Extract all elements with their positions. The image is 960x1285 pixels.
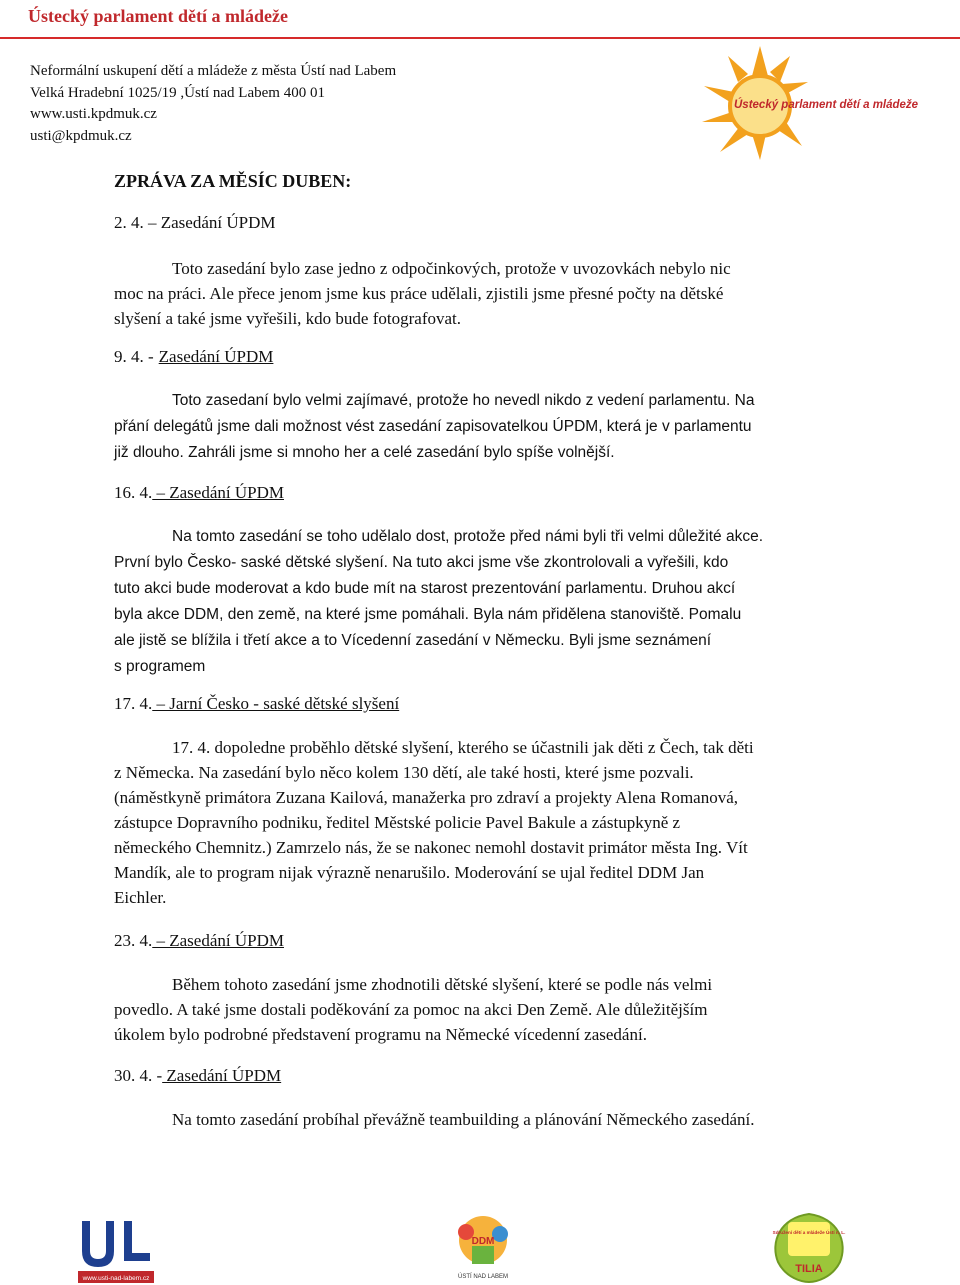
section-heading bbox=[114, 213, 275, 233]
section-text-line: zástupce Dopravního podniku, ředitel Městské policie Pavel Bakule a zástupkyně z bbox=[114, 813, 681, 832]
section-heading bbox=[114, 694, 399, 714]
section-title: – Zasedání ÚPDM bbox=[152, 483, 284, 502]
section-text-line: Toto zasedaní bylo velmi zajímavé, protože ho nevedl nikdo z vedení parlamentu. Na bbox=[172, 392, 755, 409]
section-date: 9. 4. - bbox=[114, 347, 154, 366]
section-title: – Jarní Česko - saské dětské slyšení bbox=[152, 694, 400, 713]
section-text-line: Na tomto zasedání se toho udělalo dost, protože před námi byli tři velmi důležité akce. bbox=[172, 528, 764, 545]
section-body bbox=[114, 972, 854, 1047]
section-text-line: (náměstkyně primátora Zuzana Kailová, manažerka pro zdraví a projekty Alena Romanová, bbox=[114, 788, 739, 807]
section-body bbox=[114, 256, 854, 331]
org-line-name: Neformální uskupení dětí a mládeže z města Ústí nad Labem bbox=[30, 63, 397, 79]
section-text-line: První bylo Česko- saské dětské slyšení. Na tuto akci jsme vše zkontrolovali a vyřešili, kdo bbox=[114, 554, 729, 571]
section-text-line: z Německa. Na zasedání bylo něco kolem 130 dětí, ale také hosti, které jsme pozvali. bbox=[114, 763, 694, 782]
ddm-logo bbox=[438, 1210, 528, 1284]
section-heading bbox=[114, 347, 273, 367]
ul-letters-icon bbox=[82, 1221, 150, 1267]
section-text-line: již dlouho. Zahráli jsme si mnoho her a celé zasedání bylo spíše volnější. bbox=[114, 444, 615, 461]
section-text-line: ale jistě se blížila i třetí akce a to Vícedenní zasedání v Německu. Byli jsme seznámení bbox=[114, 632, 712, 649]
section-text-line: Toto zasedání bylo zase jedno z odpočinkových, protože v uvozovkách nebylo nic bbox=[172, 259, 731, 278]
tilia-logo-text: Sdružení dětí a mládeže Ústí n. L. bbox=[772, 1230, 846, 1235]
section-text-line: Na tomto zasedání probíhal převážně teambuilding a plánování Německého zasedání. bbox=[172, 1110, 755, 1129]
ul-caption: www.usti-nad-labem.cz bbox=[82, 1275, 150, 1282]
section-title: – Zasedání ÚPDM bbox=[152, 931, 284, 950]
section-text-line: s programem bbox=[114, 658, 206, 675]
section-text-line: byla akce DDM, den země, na které jsme pomáhali. Byla nám přidělena stanoviště. Pomalu bbox=[114, 606, 742, 623]
section-body bbox=[114, 735, 854, 910]
section-text-line: přání delegátů jsme dali možnost vést zasedání zapisovatelkou ÚPDM, která je v parlamentu bbox=[114, 418, 752, 435]
section-body bbox=[114, 1107, 854, 1132]
section-text-line: tuto akci bude moderovat a kdo bude mít na starost prezentování parlamentu. Druhou akcí bbox=[114, 580, 736, 597]
org-line-email[interactable]: usti@kpdmuk.cz bbox=[30, 127, 132, 144]
section-date: 23. 4. bbox=[114, 931, 153, 950]
header-divider bbox=[0, 37, 960, 39]
section-date: 30. 4. - bbox=[114, 1066, 163, 1085]
section-text-line: 17. 4. dopoledne proběhlo dětské slyšení, kterého se účastnili jak děti z Čech, tak děti bbox=[172, 738, 754, 757]
org-info bbox=[30, 61, 396, 147]
section-body bbox=[114, 388, 854, 466]
section-text-line: slyšení a také jsme vyřešili, kdo bude fotografovat. bbox=[114, 309, 461, 328]
logo-text: Ústecký parlament dětí a mládeže bbox=[734, 99, 919, 111]
report-title: ZPRÁVA ZA MĚSÍC DUBEN: bbox=[114, 171, 352, 191]
ddm-logo-text: DDM bbox=[471, 1236, 495, 1247]
section-heading bbox=[114, 931, 284, 951]
section-text-line: německého Chemnitz.) Zamrzelo nás, že se nakonec nemohl dostavit primátor města Ing. Vít bbox=[114, 838, 748, 857]
tilia-logo bbox=[768, 1212, 850, 1284]
usti-nad-labem-logo bbox=[78, 1215, 154, 1283]
section-date: 16. 4. bbox=[114, 483, 153, 502]
org-line-website[interactable]: www.usti.kpdmuk.cz bbox=[30, 106, 157, 122]
section-title: – Zasedání ÚPDM bbox=[143, 213, 276, 232]
section-text-line: Mandík, ale to program nijak výrazně nenarušilo. Moderování se ujal ředitel DDM Jan bbox=[114, 863, 705, 882]
section-body bbox=[114, 524, 854, 680]
section-text-line: moc na práci. Ale přece jenom jsme kus práce udělali, zjistili jsme přesné počty na dětské bbox=[114, 284, 724, 303]
tilia-logo-name: TILIA bbox=[795, 1263, 823, 1275]
section-title: Zasedání ÚPDM bbox=[162, 1066, 282, 1085]
section-text-line: úkolem bylo podrobné představení programu na Německé vícedenní zasedání. bbox=[114, 1025, 647, 1044]
section-text-line: povedlo. A také jsme dostali poděkování za pomoc na akci Den Země. Ale důležitějším bbox=[114, 1000, 708, 1019]
ddm-logo-caption: ÚSTÍ NAD LABEM bbox=[457, 1274, 509, 1280]
parliament-sun-logo bbox=[690, 42, 930, 162]
section-text-line: Během tohoto zasedání jsme zhodnotili dětské slyšení, které se podle nás velmi bbox=[172, 975, 713, 994]
section-heading bbox=[114, 483, 284, 503]
org-line-address: Velká Hradební 1025/19 ,Ústí nad Labem 400 01 bbox=[30, 84, 325, 101]
section-title: Zasedání ÚPDM bbox=[158, 347, 274, 366]
section-date: 2. 4. bbox=[114, 213, 144, 232]
section-text-line: Eichler. bbox=[114, 888, 167, 907]
header-title: Ústecký parlament dětí a mládeže bbox=[28, 6, 288, 26]
section-heading bbox=[114, 1066, 281, 1086]
section-date: 17. 4. bbox=[114, 694, 153, 713]
